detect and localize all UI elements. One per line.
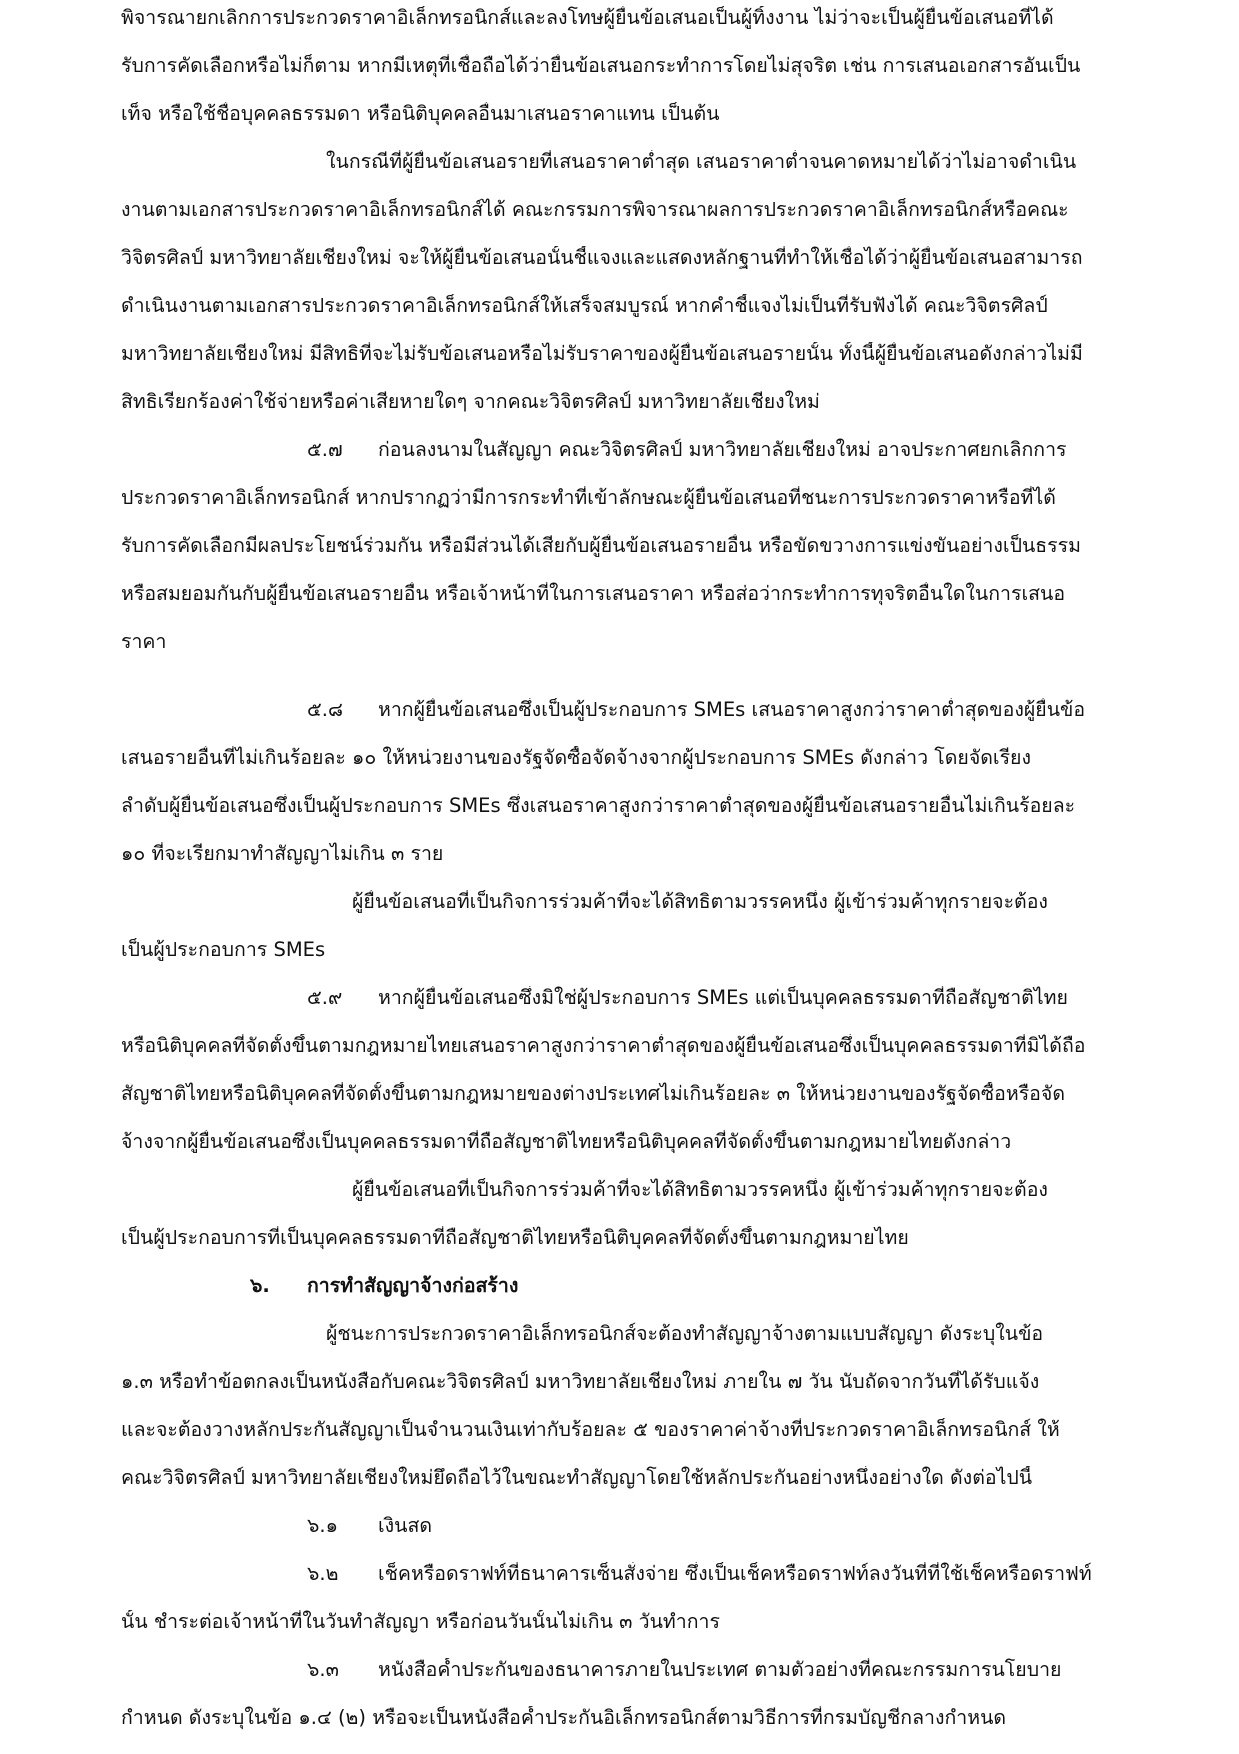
clause-number: ๕.๙: [307, 986, 343, 1009]
text-line: ดำเนินงานตามเอกสารประกวดราคาอิเล็กทรอนิกส์ให้เสร็จสมบูรณ์ หากคำชี้แจงไม่เป็นที่รับฟังได้ คณะวิจิตรศิลป์: [121, 294, 1048, 317]
text-line: คณะวิจิตรศิลป์ มหาวิทยาลัยเชียงใหม่ยึดถือไว้ในขณะทำสัญญาโดยใช้หลักประกันอย่างหนึ่งอย่างใด ดังต่อไปนี้: [121, 1466, 1033, 1489]
text-line: หากผู้ยื่นข้อเสนอซึ่งมิใช่ผู้ประกอบการ SMEs แต่เป็นบุคคลธรรมดาที่ถือสัญชาติไทย: [378, 986, 1068, 1009]
text-line: งานตามเอกสารประกวดราคาอิเล็กทรอนิกส์ได้ คณะกรรมการพิจารณาผลการประกวดราคาอิเล็กทรอนิกส์หรือคณะ: [121, 198, 1069, 221]
text-line: ผู้ยื่นข้อเสนอที่เป็นกิจการร่วมค้าที่จะได้สิทธิตามวรรคหนึ่ง ผู้เข้าร่วมค้าทุกรายจะต้อง: [352, 890, 1048, 913]
text-line: หรือนิติบุคคลที่จัดตั้งขึ้นตามกฎหมายไทยเสนอราคาสูงกว่าราคาต่ำสุดของผู้ยื่นข้อเสนอซึ่งเป็นบุคคลธรรมดาที่มิได้ถือ: [121, 1034, 1086, 1057]
text-line: ผู้ยื่นข้อเสนอที่เป็นกิจการร่วมค้าที่จะได้สิทธิตามวรรคหนึ่ง ผู้เข้าร่วมค้าทุกรายจะต้อง: [352, 1178, 1048, 1201]
text-line: เป็นผู้ประกอบการ SMEs: [121, 938, 326, 961]
clause-number: ๖.๓: [307, 1658, 339, 1681]
text-line: ประกวดราคาอิเล็กทรอนิกส์ หากปรากฏว่ามีการกระทำที่เข้าลักษณะผู้ยื่นข้อเสนอที่ชนะการประกวดราคาหรือที่ได้: [121, 486, 1056, 509]
text-line: จ้างจากผู้ยื่นข้อเสนอซึ่งเป็นบุคคลธรรมดาที่ถือสัญชาติไทยหรือนิติบุคคลที่จัดตั้งขึ้นตามกฎหมายไทยดังกล่าว: [121, 1130, 1012, 1153]
text-line: รับการคัดเลือกมีผลประโยชน์ร่วมกัน หรือมีส่วนได้เสียกับผู้ยื่นข้อเสนอรายอื่น หรือขัดขวางการแข่งขันอย่างเป็นธรรม: [121, 534, 1081, 557]
clause-number: ๖.๑: [307, 1514, 338, 1537]
text-line: หรือสมยอมกันกับผู้ยื่นข้อเสนอรายอื่น หรือเจ้าหน้าที่ในการเสนอราคา หรือส่อว่ากระทำการทุจริตอื่นใดในการเสนอ: [121, 582, 1066, 605]
text-line: กำหนด ดังระบุในข้อ ๑.๔ (๒) หรือจะเป็นหนังสือค้ำประกันอิเล็กทรอนิกส์ตามวิธีการที่กรมบัญชีกลางกำหนด: [121, 1706, 1007, 1729]
text-line: ผู้ชนะการประกวดราคาอิเล็กทรอนิกส์จะต้องทำสัญญาจ้างตามแบบสัญญา ดังระบุในข้อ: [326, 1322, 1044, 1345]
clause-number: ๕.๗: [307, 438, 343, 461]
text-line: ราคา: [121, 630, 167, 653]
text-line: พิจารณายกเลิกการประกวดราคาอิเล็กทรอนิกส์และลงโทษผู้ยื่นข้อเสนอเป็นผู้ทิ้งงาน ไม่ว่าจะเป็นผู้ยื่นข้อเสนอที่ได้: [121, 6, 1054, 29]
text-line: ในกรณีที่ผู้ยื่นข้อเสนอรายที่เสนอราคาต่ำสุด เสนอราคาต่ำจนคาดหมายได้ว่าไม่อาจดำเนิน: [326, 150, 1077, 173]
text-line: สิทธิเรียกร้องค่าใช้จ่ายหรือค่าเสียหายใดๆ จากคณะวิจิตรศิลป์ มหาวิทยาลัยเชียงใหม่: [121, 390, 820, 413]
text-line: วิจิตรศิลป์ มหาวิทยาลัยเชียงใหม่ จะให้ผู้ยื่นข้อเสนอนั้นชี้แจงและแสดงหลักฐานที่ทำให้เชื่อได้ว่าผู้ยื่นข้อเสนอสามารถ: [121, 246, 1083, 269]
clause-number: ๕.๘: [307, 698, 344, 721]
text-line: ๑๐ ที่จะเรียกมาทำสัญญาไม่เกิน ๓ ราย: [121, 842, 444, 865]
text-line: ก่อนลงนามในสัญญา คณะวิจิตรศิลป์ มหาวิทยาลัยเชียงใหม่ อาจประกาศยกเลิกการ: [378, 438, 1067, 461]
text-line: มหาวิทยาลัยเชียงใหม่ มีสิทธิที่จะไม่รับข้อเสนอหรือไม่รับราคาของผู้ยื่นข้อเสนอรายนั้น ทั้งนี้ผู้ยื่นข้อเสนอดังกล่าวไม่มี: [121, 342, 1083, 365]
text-line: เสนอรายอื่นที่ไม่เกินร้อยละ ๑๐ ให้หน่วยงานของรัฐจัดซื้อจัดจ้างจากผู้ประกอบการ SMEs ดังกล่าว โดยจัดเรียง: [121, 746, 1031, 769]
text-line: นั้น ชำระต่อเจ้าหน้าที่ในวันทำสัญญา หรือก่อนวันนั้นไม่เกิน ๓ วันทำการ: [121, 1610, 720, 1633]
text-line: หนังสือค้ำประกันของธนาคารภายในประเทศ ตามตัวอย่างที่คณะกรรมการนโยบาย: [378, 1658, 1062, 1681]
section-heading: การทำสัญญาจ้างก่อสร้าง: [307, 1274, 519, 1297]
text-line: สัญชาติไทยหรือนิติบุคคลที่จัดตั้งขึ้นตามกฎหมายของต่างประเทศไม่เกินร้อยละ ๓ ให้หน่วยงานของรัฐจัดซื้อหรือจัด: [121, 1082, 1065, 1105]
section-number: ๖.: [250, 1274, 270, 1297]
clause-number: ๖.๒: [307, 1562, 339, 1585]
text-line: เป็นผู้ประกอบการที่เป็นบุคคลธรรมดาที่ถือสัญชาติไทยหรือนิติบุคคลที่จัดตั้งขึ้นตามกฎหมายไทย: [121, 1226, 909, 1249]
text-line: และจะต้องวางหลักประกันสัญญาเป็นจำนวนเงินเท่ากับร้อยละ ๕ ของราคาค่าจ้างที่ประกวดราคาอิเล็กทรอนิกส์ ให้: [121, 1418, 1060, 1441]
text-line: ลำดับผู้ยื่นข้อเสนอซึ่งเป็นผู้ประกอบการ SMEs ซึ่งเสนอราคาสูงกว่าราคาต่ำสุดของผู้ยื่นข้อเสนอรายอื่นไม่เกินร้อยละ: [121, 794, 1076, 817]
text-line: หากผู้ยื่นข้อเสนอซึ่งเป็นผู้ประกอบการ SMEs เสนอราคาสูงกว่าราคาต่ำสุดของผู้ยื่นข้อ: [378, 698, 1086, 721]
text-line: เท็จ หรือใช้ชื่อบุคคลธรรมดา หรือนิติบุคคลอื่นมาเสนอราคาแทน เป็นต้น: [121, 102, 720, 125]
text-line: รับการคัดเลือกหรือไม่ก็ตาม หากมีเหตุที่เชื่อถือได้ว่ายื่นข้อเสนอกระทำการโดยไม่สุจริต เช่น การเสนอเอกสารอันเป็น: [121, 54, 1081, 77]
text-line: ๑.๓ หรือทำข้อตกลงเป็นหนังสือกับคณะวิจิตรศิลป์ มหาวิทยาลัยเชียงใหม่ ภายใน ๗ วัน นับถัดจากวันที่ได้รับแจ้ง: [121, 1370, 1040, 1393]
text-line: เช็คหรือดราฟท์ที่ธนาคารเซ็นสั่งจ่าย ซึ่งเป็นเช็คหรือดราฟท์ลงวันที่ที่ใช้เช็คหรือดราฟท์: [378, 1562, 1092, 1585]
text-line: เงินสด: [378, 1514, 433, 1537]
